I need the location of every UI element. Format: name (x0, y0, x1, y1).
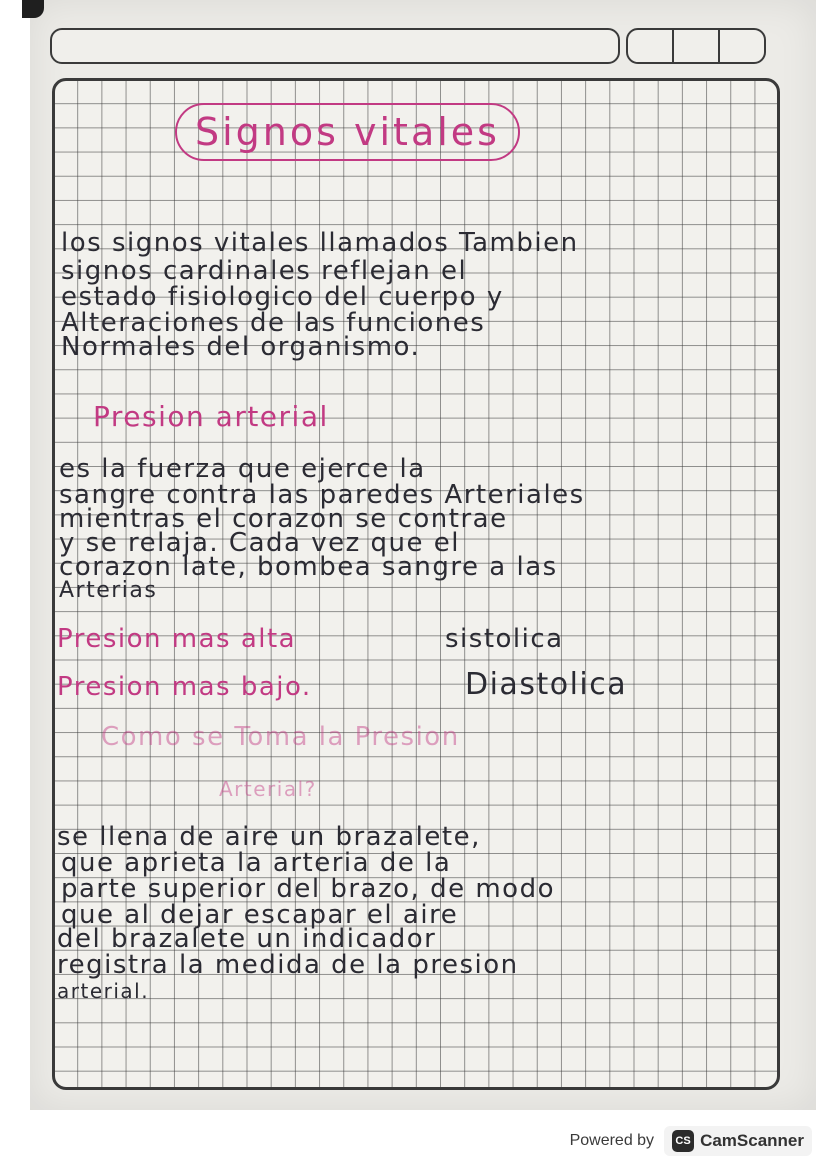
intro-line: signos cardinales reflejan el (61, 256, 468, 286)
date-box (628, 30, 674, 62)
intro-line: estado fisiologico del cuerpo y (61, 282, 504, 312)
body-line: corazon late, bombea sangre a las (59, 552, 558, 582)
scanner-watermark (570, 1122, 812, 1160)
section-heading: Como se Toma la Presion (101, 722, 460, 752)
body-line: es la fuerza que ejerce la (59, 454, 426, 484)
intro-line: Alteraciones de las funciones (61, 308, 486, 338)
systolic-value: sistolica (445, 624, 564, 654)
body-line: del brazalete un indicador (57, 924, 437, 954)
body-line: parte superior del brazo, de modo (61, 874, 555, 904)
camscanner-brand: CamScanner (700, 1131, 804, 1150)
title-cloud (175, 103, 520, 161)
body-line: que al dejar escapar el aire (61, 900, 459, 930)
section-heading: Presion arterial (93, 400, 329, 433)
intro-line: Normales del organismo. (61, 332, 421, 362)
grid-paper (52, 78, 780, 1090)
camscanner-logo-icon: CS (672, 1130, 694, 1152)
diastolic-value: Diastolica (465, 667, 628, 702)
body-line: mientras el corazon se contrae (59, 504, 508, 534)
body-line: Arterias (59, 578, 158, 603)
body-line: sangre contra las paredes Arteriales (59, 480, 585, 510)
body-line: se llena de aire un brazalete, (57, 822, 481, 852)
page-corner-shadow (22, 0, 44, 18)
body-line: que aprieta la arteria de la (61, 848, 452, 878)
body-line: arterial. (57, 979, 150, 1003)
body-line: y se relaja. Cada vez que el (59, 528, 460, 558)
date-box (720, 30, 764, 62)
powered-by-text: Powered by (569, 1132, 655, 1149)
header-date-boxes (626, 28, 766, 64)
systolic-label: Presion mas alta (57, 624, 297, 654)
page-title: Signos vitales (195, 110, 500, 154)
date-box (674, 30, 720, 62)
camscanner-badge (664, 1126, 812, 1156)
section-heading: Arterial? (219, 777, 317, 801)
diastolic-label: Presion mas bajo. (57, 672, 312, 702)
body-line: registra la medida de la presion (57, 950, 519, 980)
header-title-box (50, 28, 620, 64)
intro-line: los signos vitales llamados Tambien (61, 228, 579, 258)
